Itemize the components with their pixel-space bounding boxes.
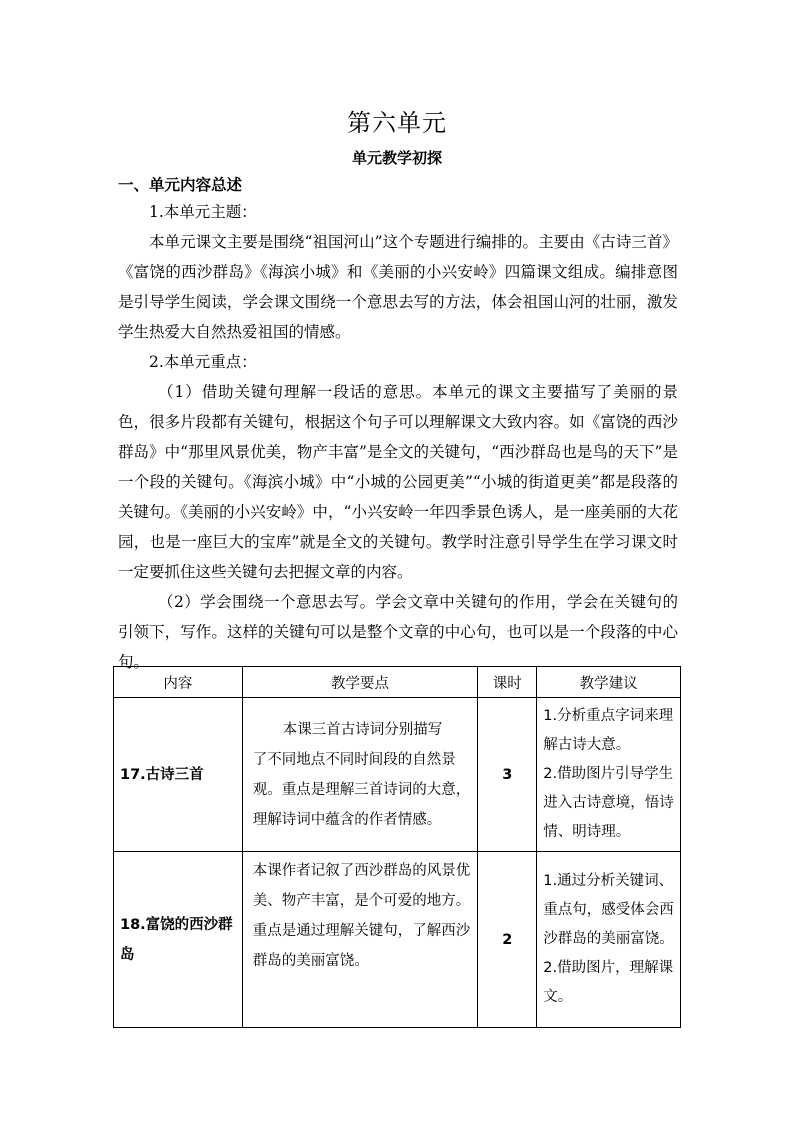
header-content: 内容 [114,667,243,698]
cell-suggestions [537,698,681,852]
item-label-theme: 1.本单元主题： [149,203,257,221]
page-title: 第六单元 [347,109,447,137]
points-line: 本课作者记叙了西沙群岛的风景优美、物产丰富，是个可爱的地方。重点是通过理解关键句，了解西沙群岛的美丽富饶。 [252,863,471,969]
table-row [114,852,681,1028]
paragraph-point-1: （1）借助关键句理解一段话的意思。本单元的课文主要描写了美丽的景色，很多片段都有关键句，根据这个句子可以理解课文大致内容。如《富饶的西沙群岛》中“那里风景优美，物产丰富”是全文的关键句，“西沙群岛也是鸟的天下”是一个段的关键句。《海滨小城》中“小城的公园更美”“小城的街道更美”都是段落的关键句。《美丽的小兴安岭》中，“小兴安岭一年四季景色诱人，是一座美丽的大花园，也是一座巨大的宝库”就是全文的关键句。教学时注意引导学生在学习课文时一定要抓住这些关键句去把握文章的内容。 [118,383,678,581]
header-hours: 课时 [478,667,537,698]
suggestion-item: 1.分析重点字词来理解古诗大意。 [543,708,674,753]
section-heading: 一、单元内容总述 [118,176,243,194]
cell-suggestions [537,852,681,1028]
suggestion-item: 2.借助图片引导学生进入古诗意境，悟诗情、明诗理。 [543,766,674,840]
paragraph-theme: 本单元课文主要是围绕“祖国河山”这个专题进行编排的。主要由《古诗三首》《富饶的西沙群岛》《海滨小城》和《美丽的小兴安岭》四篇课文组成。编排意图是引导学生阅读，学会课文围绕一个意思去写的方法，体会祖国山河的壮丽，激发学生热爱大自然热爱祖国的情感。 [118,233,678,341]
header-suggestions: 教学建议 [537,667,681,698]
table-row [114,698,681,852]
suggestion-item: 1.通过分析关键词、重点句，感受体会西沙群岛的美丽富饶。 [543,873,674,947]
cell-lesson-name: 17.古诗三首 [114,698,243,852]
paragraph-point-2: （2）学会围绕一个意思去写。学会文章中关键句的作用，学会在关键句的引领下，写作。这样的关键句可以是整个文章的中心句，也可以是一个段落的中心句。 [118,593,678,671]
cell-lesson-name: 18.富饶的西沙群岛 [114,852,243,1028]
page-subtitle: 单元教学初探 [351,149,442,167]
cell-teaching-points [242,852,478,1028]
table-header-row [114,667,681,698]
header-points: 教学要点 [242,667,478,698]
cell-teaching-points [242,698,478,852]
cell-hours: 2 [478,852,537,1028]
points-line: 本课三首古诗词分别描写 [282,721,443,738]
lesson-table [113,666,681,1028]
suggestion-item: 2.借助图片，理解课文。 [543,960,674,1005]
item-label-focus: 2.本单元重点： [149,353,257,371]
document-body [118,173,678,677]
cell-hours: 3 [478,698,537,852]
points-line: 了不同地点不同时间段的自然景观。重点是理解三首诗词的大意，理解诗词中蕴含的作者情感。 [252,751,471,828]
